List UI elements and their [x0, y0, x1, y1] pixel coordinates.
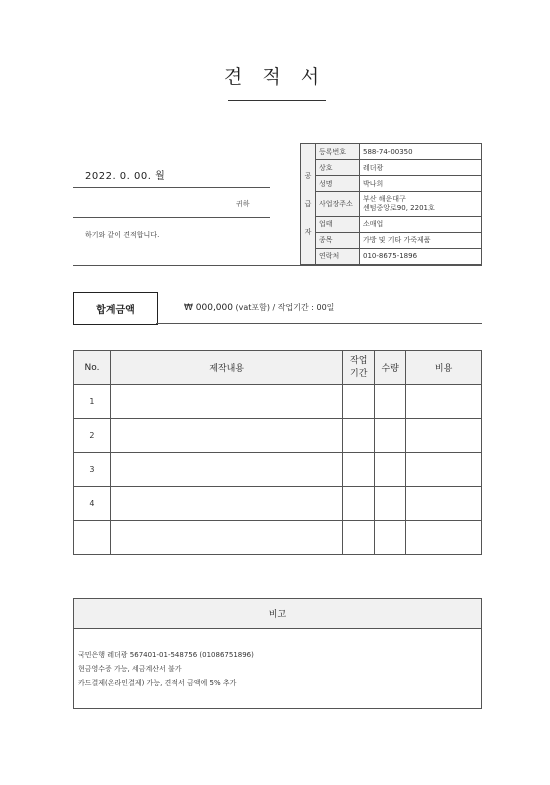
row-period — [343, 487, 375, 521]
remarks-line: 카드결제(온라인결제) 가능, 견적서 금액에 5% 추가 — [78, 679, 237, 687]
divider — [73, 265, 482, 266]
total-amount: ₩ 000,000 — [184, 303, 233, 313]
row-cost — [406, 385, 482, 419]
supplier-side-label — [301, 144, 316, 265]
supplier-label: 상호 — [316, 160, 360, 176]
supplier-value: 부산 해운대구 센텀중앙로90, 2201호 — [360, 192, 482, 216]
row-no — [74, 521, 111, 555]
row-content — [110, 453, 342, 487]
quote-date: 2022. 0. 00. 월 — [85, 171, 166, 182]
total-detail: (vat포함) / 작업기간 : 00일 — [232, 303, 335, 312]
row-no: 4 — [74, 487, 111, 521]
supplier-label: 연락처 — [316, 248, 360, 264]
remarks-body — [74, 629, 481, 690]
table-row — [74, 453, 482, 487]
header-qty: 수량 — [375, 351, 406, 385]
total-amount-line — [184, 302, 334, 313]
header-content: 제작내용 — [110, 351, 342, 385]
title-underline — [228, 100, 326, 101]
table-row — [74, 521, 482, 555]
row-cost — [406, 419, 482, 453]
row-qty — [375, 453, 406, 487]
row-cost — [406, 521, 482, 555]
table-row — [74, 419, 482, 453]
supplier-value: 588-74-00350 — [360, 144, 482, 160]
header-no: No. — [74, 351, 111, 385]
row-no: 2 — [74, 419, 111, 453]
divider — [73, 217, 270, 218]
table-row — [74, 385, 482, 419]
supplier-label: 업태 — [316, 216, 360, 232]
supplier-side-char: 자 — [304, 228, 312, 236]
document-title: 견 적 서 — [223, 66, 327, 88]
row-cost — [406, 487, 482, 521]
recipient-suffix: 귀하 — [236, 200, 250, 208]
supplier-label: 사업장주소 — [316, 192, 360, 216]
remarks-line: 현금영수증 가능, 세금계산서 불가 — [78, 665, 182, 673]
row-period — [343, 453, 375, 487]
row-content — [110, 521, 342, 555]
row-qty — [375, 419, 406, 453]
remarks-title: 비고 — [74, 599, 481, 629]
supplier-label: 등록번호 — [316, 144, 360, 160]
row-qty — [375, 487, 406, 521]
row-period — [343, 385, 375, 419]
supplier-value: 가방 및 기타 가죽제품 — [360, 232, 482, 248]
row-qty — [375, 521, 406, 555]
row-no: 3 — [74, 453, 111, 487]
supplier-label: 성명 — [316, 176, 360, 192]
row-content — [110, 487, 342, 521]
supplier-value: 레더광 — [360, 160, 482, 176]
supplier-table — [300, 143, 482, 265]
header-cost: 비용 — [406, 351, 482, 385]
row-qty — [375, 385, 406, 419]
supplier-label: 종목 — [316, 232, 360, 248]
row-content — [110, 385, 342, 419]
row-content — [110, 419, 342, 453]
quote-statement: 하기와 같이 견적합니다. — [85, 231, 160, 239]
supplier-value: 010-8675-1896 — [360, 248, 482, 264]
table-row — [74, 487, 482, 521]
row-cost — [406, 453, 482, 487]
row-period — [343, 419, 375, 453]
remarks-box — [73, 598, 482, 709]
supplier-value: 소매업 — [360, 216, 482, 232]
items-table — [73, 350, 482, 555]
row-period — [343, 521, 375, 555]
header-period: 작업 기간 — [343, 351, 375, 385]
total-label: 합계금액 — [73, 292, 158, 325]
total-underline — [156, 323, 482, 324]
remarks-line: 국민은행 레더광 567401-01-548756 (01086751896) — [78, 651, 254, 659]
supplier-side-char: 급 — [304, 200, 312, 208]
row-no: 1 — [74, 385, 111, 419]
divider — [73, 187, 270, 188]
supplier-value: 박나희 — [360, 176, 482, 192]
supplier-side-char: 공 — [304, 172, 312, 180]
